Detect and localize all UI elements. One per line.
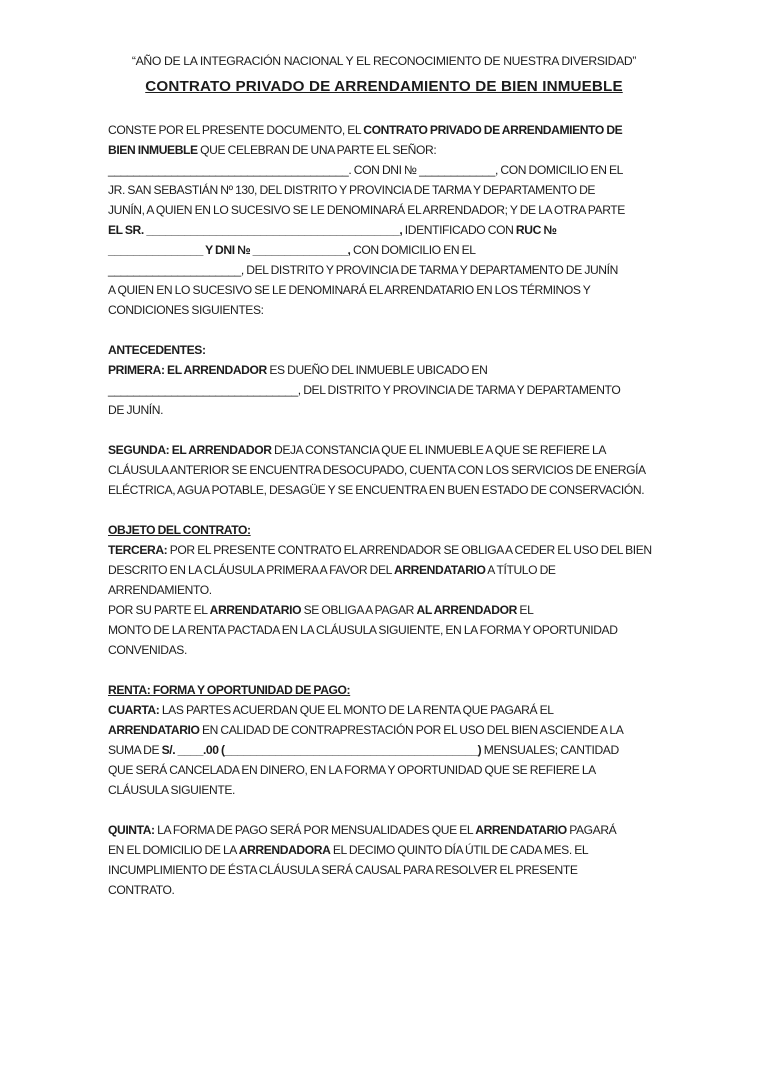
- clause-text: POR EL PRESENTE CONTRATO EL ARRENDADOR SE OBLIGA A CEDER EL USO DEL BIEN: [167, 543, 652, 557]
- clause-text: SE OBLIGA A PAGAR: [301, 603, 417, 617]
- year-motto: “AÑO DE LA INTEGRACIÓN NACIONAL Y EL RECONOCIMIENTO DE NUESTRA DIVERSIDAD”: [131, 54, 637, 68]
- segunda-line-2: CLÁUSULA ANTERIOR SE ENCUENTRA DESOCUPADO, CUENTA CON LOS SERVICIOS DE ENERGÍA: [108, 463, 646, 477]
- quinta-line-2: [108, 840, 668, 860]
- rent-amount-blank: S/. ____.00 (________________________________________): [161, 743, 482, 757]
- tercera-line-3: ARRENDAMIENTO.: [108, 583, 212, 597]
- intro-line-6: [108, 220, 668, 240]
- clause-text: EL: [516, 603, 534, 617]
- tercera-line-1: [108, 540, 668, 560]
- cuarta-line-2: [108, 720, 668, 740]
- intro-text: QUE CELEBRAN DE UNA PARTE EL SEÑOR:: [197, 143, 437, 157]
- clause-text: EL DECIMO QUINTO DÍA ÚTIL DE CADA MES. EL: [330, 843, 589, 857]
- intro-line-4: JR. SAN SEBASTIÁN Nº 130, DEL DISTRITO Y PROVINCIA DE TARMA Y DEPARTAMENTO DE: [108, 183, 596, 197]
- intro-text: IDENTIFICADO CON: [402, 223, 516, 237]
- tenant-name-blank: EL SR. ________________________________________,: [108, 223, 403, 237]
- contract-name-bold: CONTRATO PRIVADO DE ARRENDAMIENTO DE: [363, 123, 623, 137]
- clause-text: SUMA DE: [108, 743, 162, 757]
- tercera-line-4: [108, 600, 668, 620]
- cuarta-line-1: [108, 700, 668, 720]
- party-bold: AL ARRENDADOR: [416, 603, 517, 617]
- contract-name-bold: BIEN INMUEBLE: [108, 143, 198, 157]
- party-bold: ARRENDADORA: [238, 843, 331, 857]
- intro-line-1: [108, 120, 668, 140]
- party-bold: ARRENDATARIO: [475, 823, 567, 837]
- clause-text: DEJA CONSTANCIA QUE EL INMUEBLE A QUE SE REFIERE LA: [271, 443, 606, 457]
- tercera-line-2: [108, 560, 668, 580]
- intro-line-10: CONDICIONES SIGUIENTES:: [108, 303, 264, 317]
- contract-body: [108, 120, 668, 900]
- clause-text: ES DUEÑO DEL INMUEBLE UBICADO EN: [266, 363, 488, 377]
- primera-line-2: ______________________________, DEL DISTRITO Y PROVINCIA DE TARMA Y DEPARTAMENTO: [108, 383, 621, 397]
- intro-text: CONSTE POR EL PRESENTE DOCUMENTO, EL: [108, 123, 364, 137]
- clause-label: PRIMERA: EL ARRENDADOR: [108, 363, 267, 377]
- party-bold: ARRENDATARIO: [108, 723, 200, 737]
- quinta-line-1: [108, 820, 668, 840]
- tercera-line-6: CONVENIDAS.: [108, 643, 187, 657]
- ruc-dni-blank: _______________ Y DNI № _______________,: [108, 243, 351, 257]
- intro-line-8: _____________________, DEL DISTRITO Y PROVINCIA DE TARMA Y DEPARTAMENTO DE JUNÍN: [108, 263, 618, 277]
- segunda-line-3: ELÉCTRICA, AGUA POTABLE, DESAGÜE Y SE ENCUENTRA EN BUEN ESTADO DE CONSERVACIÓN.: [108, 483, 645, 497]
- objeto-heading: OBJETO DEL CONTRATO:: [108, 523, 251, 537]
- cuarta-line-3: [108, 740, 668, 760]
- antecedentes-heading: ANTECEDENTES:: [108, 343, 206, 357]
- primera-line-3: DE JUNÍN.: [108, 403, 164, 417]
- tercera-line-5: MONTO DE LA RENTA PACTADA EN LA CLÁUSULA SIGUIENTE, EN LA FORMA Y OPORTUNIDAD: [108, 623, 618, 637]
- clause-label: CUARTA:: [108, 703, 160, 717]
- clause-text: POR SU PARTE EL: [108, 603, 210, 617]
- intro-line-5: JUNÍN, A QUIEN EN LO SUCESIVO SE LE DENOMINARÁ EL ARRENDADOR; Y DE LA OTRA PARTE: [108, 203, 625, 217]
- cuarta-line-4: QUE SERÁ CANCELADA EN DINERO, EN LA FORMA Y OPORTUNIDAD QUE SE REFIERE LA: [108, 763, 596, 777]
- renta-heading: RENTA: FORMA Y OPORTUNIDAD DE PAGO:: [108, 683, 351, 697]
- intro-line-3: ______________________________________. CON DNI № ____________, CON DOMICILIO EN EL: [108, 163, 624, 177]
- clause-text: A TÍTULO DE: [485, 563, 556, 577]
- ruc-label: RUC №: [515, 223, 557, 237]
- clause-label: TERCERA:: [108, 543, 168, 557]
- primera-line-1: [108, 360, 668, 380]
- clause-text: PAGARÁ: [566, 823, 617, 837]
- party-bold: ARRENDATARIO: [209, 603, 302, 617]
- clause-text: MENSUALES; CANTIDAD: [481, 743, 619, 757]
- intro-line-9: A QUIEN EN LO SUCESIVO SE LE DENOMINARÁ EL ARRENDATARIO EN LOS TÉRMINOS Y: [108, 283, 591, 297]
- party-bold: ARRENDATARIO: [394, 563, 486, 577]
- intro-line-2: [108, 140, 668, 160]
- intro-line-7: [108, 240, 668, 260]
- clause-text: LA FORMA DE PAGO SERÁ POR MENSUALIDADES QUE EL: [154, 823, 476, 837]
- intro-text: CON DOMICILIO EN EL: [350, 243, 476, 257]
- quinta-line-4: CONTRATO.: [108, 883, 175, 897]
- cuarta-line-5: CLÁUSULA SIGUIENTE.: [108, 783, 235, 797]
- clause-label: QUINTA:: [108, 823, 155, 837]
- clause-label: SEGUNDA: EL ARRENDADOR: [108, 443, 272, 457]
- segunda-line-1: [108, 440, 668, 460]
- quinta-line-3: INCUMPLIMIENTO DE ÉSTA CLÁUSULA SERÁ CAUSAL PARA RESOLVER EL PRESENTE: [108, 863, 578, 877]
- clause-text: LAS PARTES ACUERDAN QUE EL MONTO DE LA RENTA QUE PAGARÁ EL: [159, 703, 554, 717]
- clause-text: DESCRITO EN LA CLÁUSULA PRIMERA A FAVOR DEL: [108, 563, 394, 577]
- clause-text: EN EL DOMICILIO DE LA: [108, 843, 239, 857]
- document-title: CONTRATO PRIVADO DE ARRENDAMIENTO DE BIEN INMUEBLE: [145, 78, 623, 95]
- clause-text: EN CALIDAD DE CONTRAPRESTACIÓN POR EL USO DEL BIEN ASCIENDE A LA: [199, 723, 624, 737]
